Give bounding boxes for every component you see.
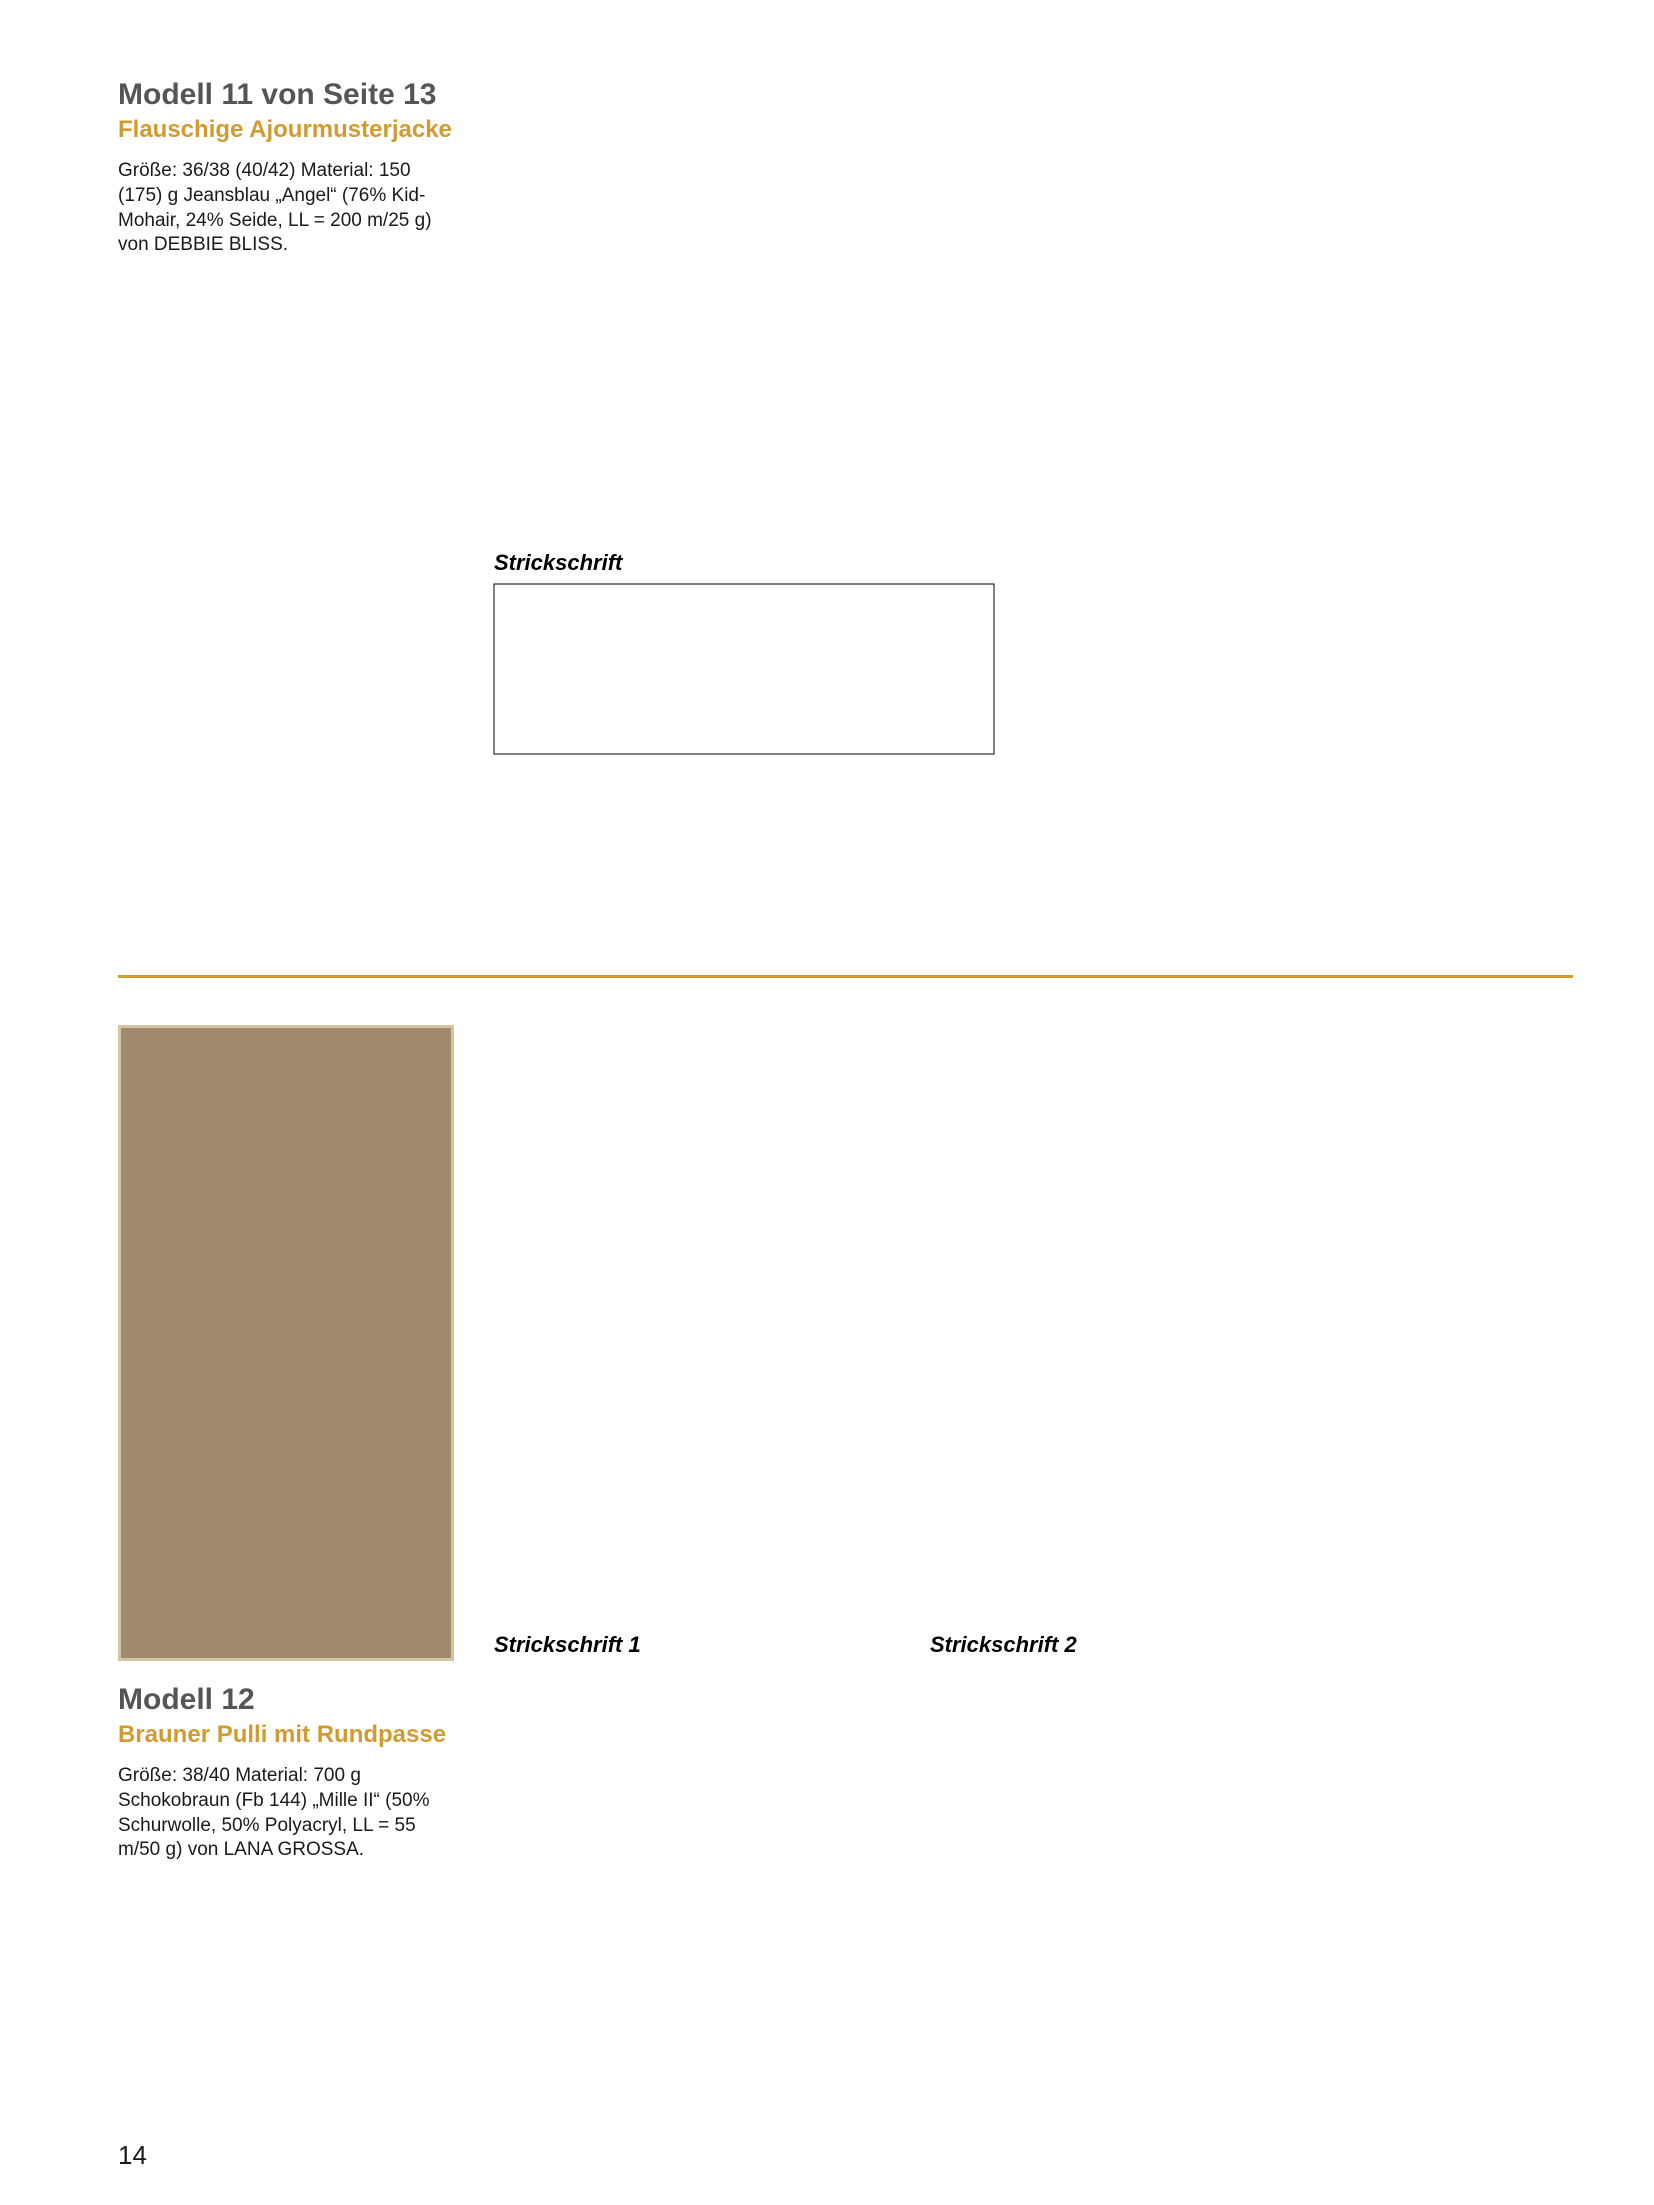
m11-subtitle: Flauschige Ajourmusterjacke (118, 116, 452, 143)
chart3-title: Strickschrift 2 (930, 1632, 1077, 1657)
m12-title: Modell 12 (118, 1683, 255, 1716)
chart2-panel (490, 1630, 1570, 2130)
m12-text: Größe: 38/40 Material: 700 g Schokobraun (Fb 144) „Mille II“ (50% Schurwolle, 50% Polyacryl, LL = 55 m/50 g) von LANA GROSSA. (118, 1765, 430, 1861)
chart2-title: Strickschrift 1 (494, 1632, 641, 1657)
page-number: 14 (118, 2140, 147, 2170)
chart-grid (494, 584, 994, 754)
divider (118, 975, 1573, 978)
m12-subtitle: Brauner Pulli mit Rundpasse (118, 1721, 447, 1748)
m11-text: Größe: 36/38 (40/42) Material: 150 (175) g Jeansblau „Angel“ (76% Kid-Mohair, 24% Seide, LL = 200 m/25 g) von DEBBIE BLISS. (118, 160, 432, 256)
m12-col (118, 1680, 458, 1863)
m11-col (118, 75, 458, 258)
chart-title: Strickschrift (494, 550, 623, 575)
chart-panel (490, 550, 1570, 930)
model-photo (118, 1025, 454, 1661)
m11-title: Modell 11 von Seite 13 (118, 78, 437, 111)
